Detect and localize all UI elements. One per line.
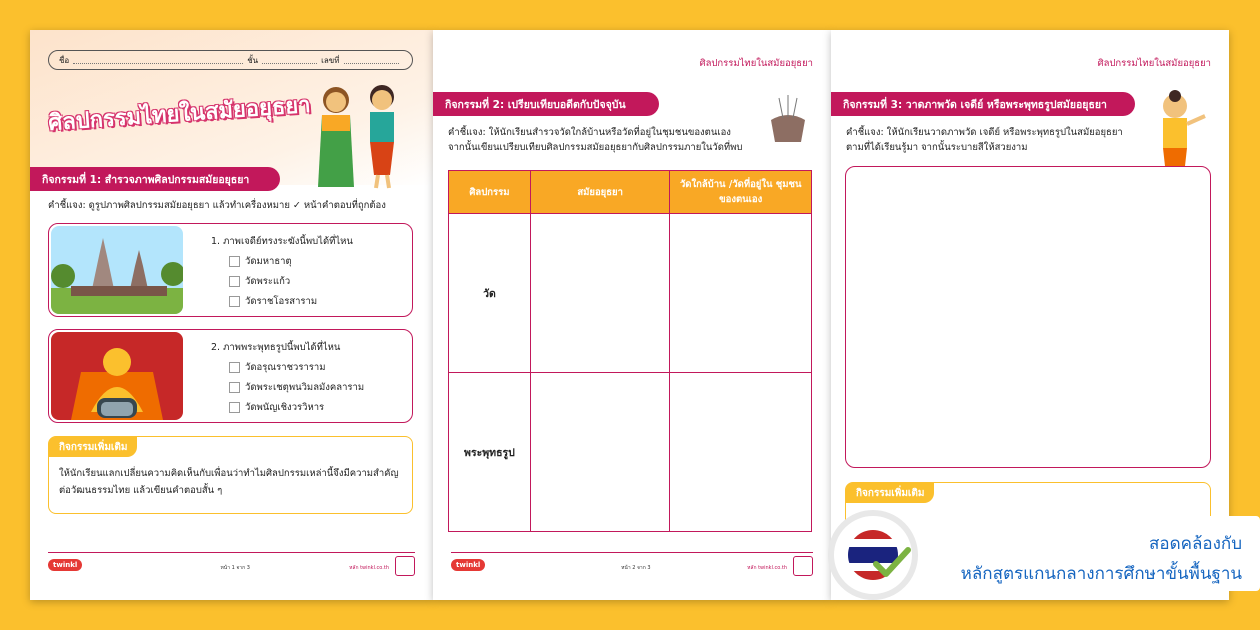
extra-activity-box xyxy=(48,436,413,514)
name-label: ชื่อ xyxy=(59,55,70,65)
checkbox[interactable] xyxy=(229,382,240,393)
curriculum-badge xyxy=(828,516,1260,630)
extra-activity-tag: กิจกรรมเพิ่มเติม xyxy=(846,483,934,503)
extra-activity-tag: กิจกรรมเพิ่มเติม xyxy=(49,437,137,457)
badge-line-1: สอดคล้องกับ xyxy=(1148,534,1242,554)
worksheet-page-2 xyxy=(433,30,831,600)
page-header: ศิลปกรรมไทยในสมัยอยุธยา xyxy=(699,58,813,69)
question-2 xyxy=(211,340,364,415)
row-label: วัด xyxy=(449,214,531,373)
question-1-text: 1. ภาพเจดีย์ทรงระฆังนี้พบได้ที่ไหน xyxy=(211,236,353,247)
option-label: วัดมหาธาตุ xyxy=(245,256,292,267)
instruction-text xyxy=(846,125,1123,155)
drawing-area[interactable] xyxy=(845,166,1211,468)
question-2-box xyxy=(48,329,413,423)
instruction-line-2: จากนั้นเขียนเปรียบเทียบศิลปกรรมสมัยอยุธยากับศิลปกรรมภายในวัดที่พบ xyxy=(448,142,743,154)
chedi-image xyxy=(51,226,183,314)
page-number: หน้า 2 จาก 3 xyxy=(621,565,651,571)
table-row xyxy=(449,214,812,373)
table-row xyxy=(449,373,812,532)
option-2a[interactable] xyxy=(229,360,364,375)
number-label: เลขที่ xyxy=(321,55,340,65)
buddha-image xyxy=(51,332,183,420)
student-info-bar xyxy=(48,50,413,70)
checkbox[interactable] xyxy=(229,402,240,413)
activity-2-heading: กิจกรรมที่ 2: เปรียบเทียบอดีตกับปัจจุบัน xyxy=(433,92,659,116)
incense-pot-icon xyxy=(763,90,813,150)
instruction-line-1: คำชี้แจง: ให้นักเรียนวาดภาพวัด เจดีย์ หรือพระพุทธรูปในสมัยอยุธยา xyxy=(846,127,1123,138)
extra-activity-text: ให้นักเรียนแลกเปลี่ยนความคิดเห็นกับเพื่อนว่าทำไมศิลปกรรมเหล่านี้จึงมีความสำคัญต่อวัฒนธรรมไทย แล้วเขียนคำตอบสั้น ๆ xyxy=(59,468,399,497)
option-label: วัดพระแก้ว xyxy=(245,276,291,287)
site-link[interactable]: หลัก twinkl.co.th xyxy=(747,565,787,571)
instruction-line-2: ตามที่ได้เรียนรู้มา จากนั้นระบายสีให้สวยงาม xyxy=(846,142,1028,154)
instruction-text xyxy=(448,125,742,155)
activity-1-heading: กิจกรรมที่ 1: สำรวจภาพศิลปกรรมสมัยอยุธยา xyxy=(30,167,280,191)
page-header: ศิลปกรรมไทยในสมัยอยุธยา xyxy=(1097,58,1211,69)
option-1c[interactable] xyxy=(229,294,353,309)
option-1a[interactable] xyxy=(229,254,353,269)
twinkl-logo: twinkl xyxy=(48,559,82,571)
checkbox[interactable] xyxy=(229,362,240,373)
site-link[interactable]: หลัก twinkl.co.th xyxy=(349,565,389,571)
option-2b[interactable] xyxy=(229,380,364,395)
name-line xyxy=(73,56,243,64)
quality-seal-icon xyxy=(793,556,813,576)
thai-kids-illustration xyxy=(308,75,418,190)
instruction-line-1: คำชี้แจง: ให้นักเรียนสำรวจวัดใกล้บ้านหรือวัดที่อยู่ในชุมชนของตนเอง xyxy=(448,127,731,138)
badge-line-2: หลักสูตรแกนกลางการศึกษาขั้นพื้นฐาน xyxy=(960,564,1242,584)
answer-cell[interactable] xyxy=(670,214,812,373)
worksheet-title: ศิลปกรรมไทยในสมัยอยุธยา xyxy=(47,92,312,137)
class-label: ชั้น xyxy=(247,55,259,65)
answer-cell[interactable] xyxy=(530,214,670,373)
activity-3-heading: กิจกรรมที่ 3: วาดภาพวัด เจดีย์ หรือพระพุทธรูปสมัยอยุธยา xyxy=(831,92,1135,116)
question-1 xyxy=(211,234,353,309)
number-line xyxy=(344,56,399,64)
option-label: วัดราชโอรสาราม xyxy=(245,296,318,307)
question-1-box xyxy=(48,223,413,317)
answer-cell[interactable] xyxy=(530,373,670,532)
page-number: หน้า 1 จาก 3 xyxy=(220,565,250,571)
option-1b[interactable] xyxy=(229,274,353,289)
option-2c[interactable] xyxy=(229,400,364,415)
option-label: วัดพระเชตุพนวิมลมังคลาราม xyxy=(245,382,365,393)
instruction-text: คำชี้แจง: ดูรูปภาพศิลปกรรมสมัยอยุธยา แล้วทำเครื่องหมาย ✓ หน้าคำตอบที่ถูกต้อง xyxy=(48,200,386,211)
question-2-text: 2. ภาพพระพุทธรูปนี้พบได้ที่ไหน xyxy=(211,342,341,353)
checkbox[interactable] xyxy=(229,256,240,267)
page-footer xyxy=(48,552,415,578)
option-label: วัดอรุณราชวราราม xyxy=(245,362,326,373)
worksheet-page-1 xyxy=(30,30,433,600)
table-header: สมัยอยุธยา xyxy=(530,171,670,214)
row-label: พระพุทธรูป xyxy=(449,373,531,532)
quality-seal-icon xyxy=(395,556,415,576)
checkbox[interactable] xyxy=(229,296,240,307)
table-header: วัดใกล้บ้าน /วัดที่อยู่ใน ชุมชนของตนเอง xyxy=(670,171,812,214)
twinkl-logo: twinkl xyxy=(451,559,485,571)
checkmark-icon xyxy=(872,546,912,580)
page-footer xyxy=(451,552,813,578)
answer-cell[interactable] xyxy=(670,373,812,532)
checkbox[interactable] xyxy=(229,276,240,287)
badge-circle xyxy=(828,510,918,600)
class-line xyxy=(262,56,317,64)
option-label: วัดพนัญเชิงวรวิหาร xyxy=(245,402,325,413)
thai-boy-illustration xyxy=(1149,90,1211,172)
comparison-table xyxy=(448,170,812,532)
table-header: ศิลปกรรม xyxy=(449,171,531,214)
